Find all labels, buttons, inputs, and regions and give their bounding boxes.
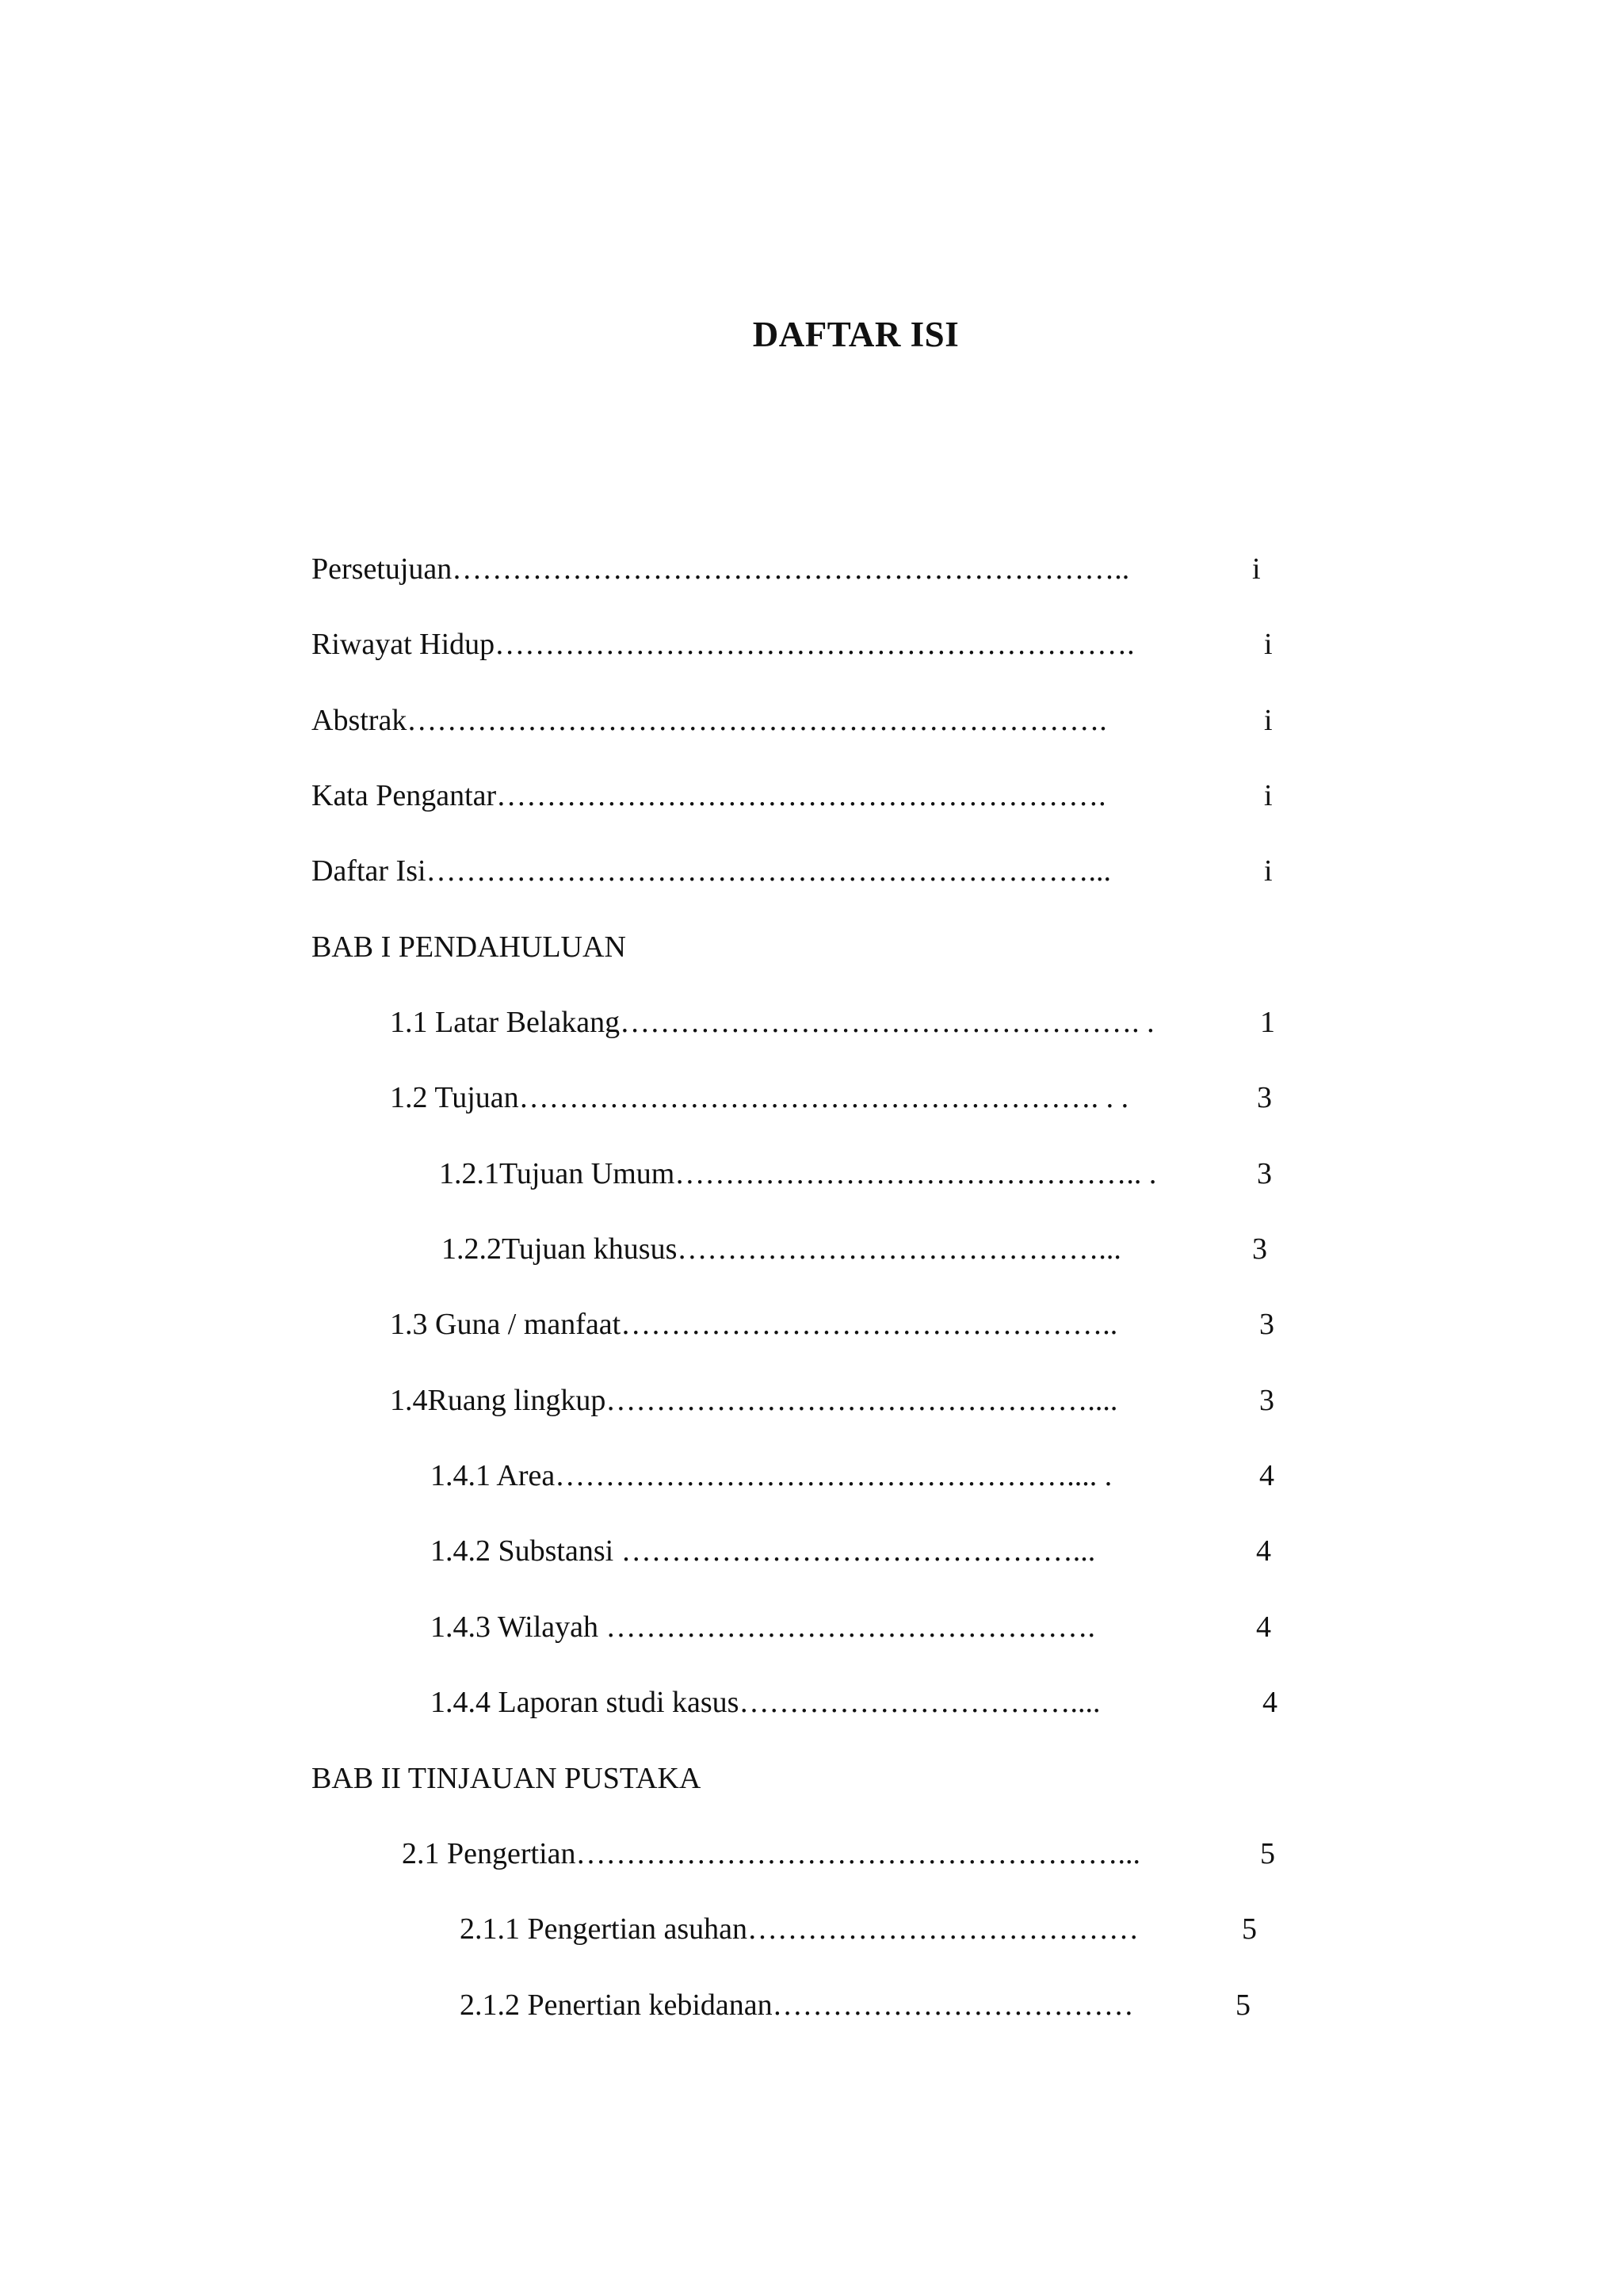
toc-entry-label: Daftar Isi…………………………………………………………... bbox=[311, 854, 1112, 888]
toc-page-number: 4 bbox=[1259, 1459, 1274, 1492]
toc-entry-label: Riwayat Hidup………………………………………………………. bbox=[311, 628, 1135, 661]
toc-entry-label: 1.4.2 Substansi ………………………………………... bbox=[430, 1534, 1096, 1568]
toc-entry-label: 2.1.1 Pengertian asuhan………………………………… bbox=[460, 1912, 1140, 1946]
chapter-heading-bab-2: BAB II TINJAUAN PUSTAKA bbox=[311, 1762, 701, 1795]
toc-entry-label: 1.3 Guna / manfaat………………………………………….. bbox=[390, 1308, 1118, 1341]
toc-entry-label: 1.4.4 Laporan studi kasus…………………………….... bbox=[430, 1686, 1101, 1719]
toc-page-number: 3 bbox=[1259, 1308, 1274, 1341]
toc-page-number: i bbox=[1264, 854, 1273, 888]
toc-entry-label: 2.1.2 Penertian kebidanan……………………………… bbox=[460, 1988, 1134, 2022]
toc-page-number: 5 bbox=[1242, 1912, 1257, 1946]
toc-page-number: 4 bbox=[1256, 1534, 1271, 1568]
toc-page-number: 3 bbox=[1259, 1384, 1274, 1417]
toc-entry-label: 2.1 Pengertian………………………………………………... bbox=[402, 1837, 1141, 1870]
toc-page-number: 1 bbox=[1260, 1006, 1275, 1039]
toc-entry-label: 1.2.1Tujuan Umum……………………………………….. . bbox=[439, 1157, 1157, 1190]
toc-entry-label: 1.2.2Tujuan khusus……………………………………... bbox=[441, 1232, 1121, 1266]
toc-entry-label: Abstrak……………………………………………………………. bbox=[311, 704, 1107, 737]
toc-page-number: 5 bbox=[1260, 1837, 1275, 1870]
toc-page-number: i bbox=[1264, 628, 1273, 661]
toc-entry-label: 1.1 Latar Belakang……………………………………………. . bbox=[390, 1006, 1155, 1039]
toc-page-number: i bbox=[1252, 552, 1261, 586]
toc-entry-label: 1.4Ruang lingkup………………………………………….... bbox=[390, 1384, 1118, 1417]
chapter-heading-bab-1: BAB I PENDAHULUAN bbox=[311, 930, 626, 964]
toc-entry-label: 1.4.1 Area…………………………………………….... . bbox=[430, 1459, 1113, 1492]
toc-page-number: i bbox=[1264, 779, 1273, 812]
toc-entry-label: Persetujuan………………………………………………………….. bbox=[311, 552, 1130, 586]
toc-page-number: 5 bbox=[1235, 1988, 1251, 2022]
toc-page-number: 4 bbox=[1262, 1686, 1277, 1719]
toc-entry-label: Kata Pengantar……………………………………………………. bbox=[311, 779, 1106, 812]
toc-page-number: 4 bbox=[1256, 1610, 1271, 1644]
page-title: DAFTAR ISI bbox=[752, 315, 960, 354]
toc-entry-label: 1.4.3 Wilayah …………………………………………. bbox=[430, 1610, 1096, 1644]
toc-page-number: i bbox=[1264, 704, 1273, 737]
toc-page-number: 3 bbox=[1257, 1157, 1272, 1190]
toc-page-number: 3 bbox=[1257, 1081, 1272, 1114]
toc-entry-label: 1.2 Tujuan…………………………………………………. . . bbox=[390, 1081, 1129, 1114]
toc-page-number: 3 bbox=[1252, 1232, 1267, 1266]
